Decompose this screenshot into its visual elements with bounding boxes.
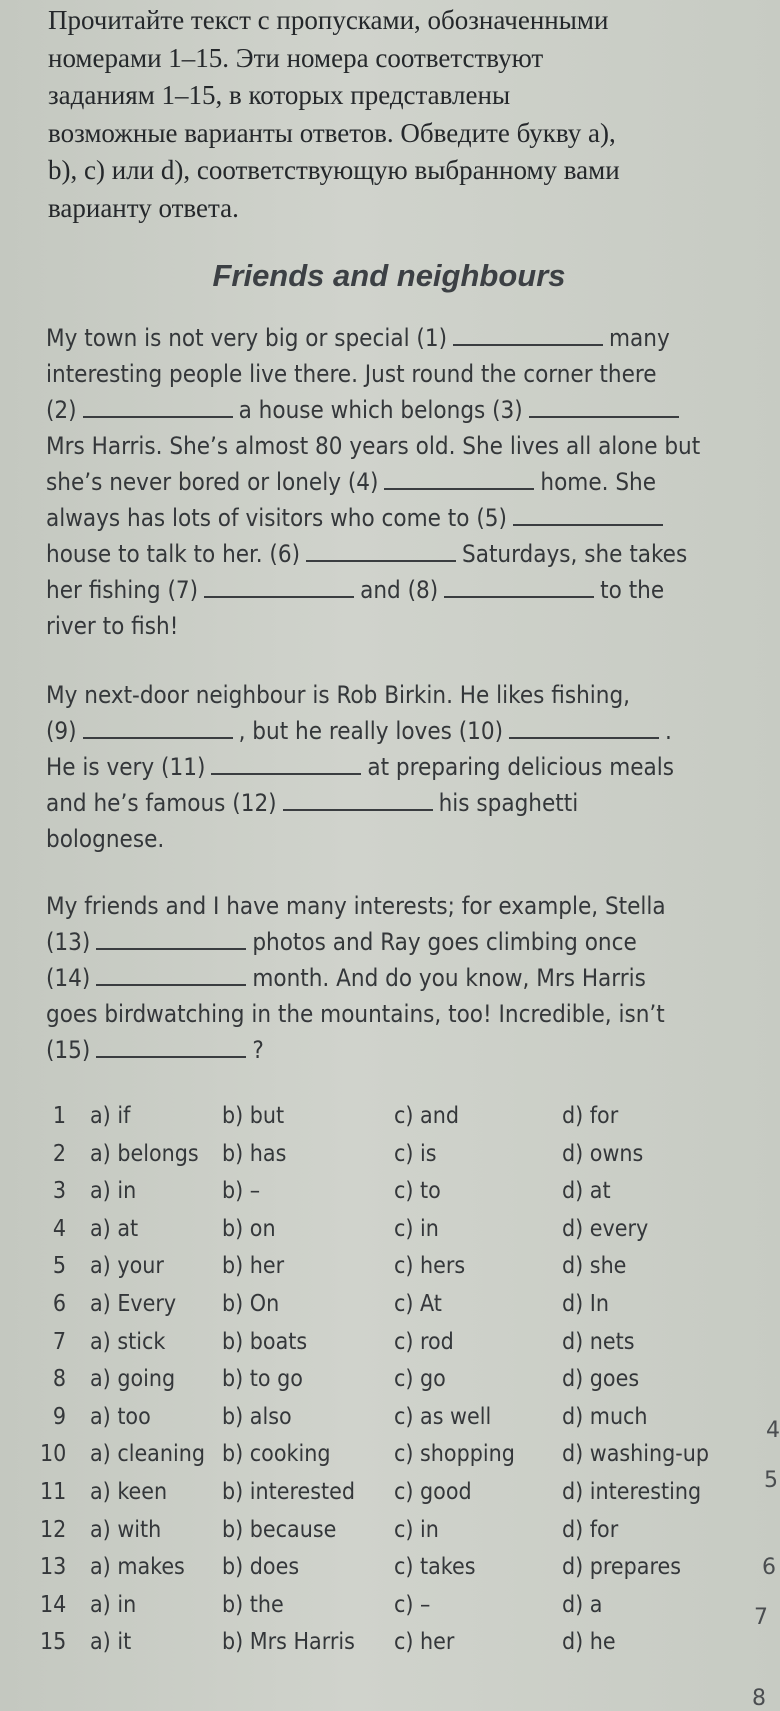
option-b[interactable]: b) her [222, 1253, 285, 1280]
option-row [40, 1291, 760, 1329]
option-row [40, 1441, 760, 1479]
text-line: (2) a house which belongs (3) [46, 392, 746, 428]
answer-gap-7[interactable] [204, 576, 354, 598]
answer-gap-10[interactable] [509, 717, 659, 739]
option-d[interactable]: d) In [562, 1290, 609, 1317]
paragraph-2 [46, 677, 746, 857]
option-a[interactable]: a) Every [90, 1290, 177, 1317]
text-line: interesting people live there. Just round the corner there [46, 360, 657, 388]
instruction-line: b), c) или d), соответствующую выбранному вами [48, 155, 620, 185]
option-b[interactable]: b) – [222, 1178, 261, 1205]
option-b[interactable]: b) but [222, 1103, 285, 1129]
text-line: her fishing (7) and (8) to the [46, 576, 665, 604]
option-a[interactable]: a) it [90, 1629, 132, 1656]
option-d[interactable]: d) nets [562, 1328, 635, 1355]
option-c[interactable]: c) is [394, 1140, 437, 1167]
paragraph-1 [46, 320, 746, 644]
option-d[interactable]: d) for [562, 1103, 619, 1129]
text-line: (13) photos and Ray goes climbing once [46, 928, 637, 956]
answer-gap-15[interactable] [96, 1036, 246, 1058]
option-b[interactable]: b) has [222, 1140, 287, 1167]
option-number: 15 [40, 1629, 67, 1656]
option-row [40, 1253, 760, 1291]
text-line: always has lots of visitors who come to (5) [46, 500, 746, 536]
answer-gap-12[interactable] [283, 789, 433, 811]
text-line: (14) month. And do you know, Mrs Harris [46, 964, 646, 992]
option-a[interactable]: a) at [90, 1215, 139, 1242]
option-b[interactable]: b) cooking [222, 1441, 331, 1468]
option-a[interactable]: a) with [90, 1516, 162, 1543]
answer-gap-1[interactable] [453, 324, 603, 346]
instruction-line: номерами 1–15. Эти номера соответствуют [48, 42, 544, 73]
task-instructions [48, 2, 748, 227]
option-number: 3 [52, 1178, 66, 1205]
option-d[interactable]: d) she [562, 1253, 627, 1280]
option-c[interactable]: c) shopping [394, 1441, 515, 1468]
option-a[interactable]: a) if [90, 1103, 131, 1129]
option-row [40, 1103, 760, 1141]
option-row [40, 1366, 760, 1404]
option-c[interactable]: c) At [394, 1290, 442, 1317]
text-line: My next-door neighbour is Rob Birkin. He likes fishing, [46, 681, 631, 709]
option-b[interactable]: b) On [222, 1290, 280, 1317]
option-number: 12 [40, 1516, 67, 1543]
option-c[interactable]: c) in [394, 1215, 439, 1242]
text-line: goes birdwatching in the mountains, too! Incredible, isn’t [46, 1000, 665, 1028]
option-a[interactable]: a) belongs [90, 1140, 199, 1167]
option-a[interactable]: a) going [90, 1366, 176, 1393]
option-a[interactable]: a) in [90, 1591, 137, 1618]
option-number: 14 [40, 1591, 67, 1618]
option-c[interactable]: c) rod [394, 1328, 454, 1355]
option-number: 11 [40, 1478, 67, 1505]
text-line: (15) ? [46, 1036, 264, 1064]
answer-options-table [40, 1103, 760, 1667]
answer-gap-9[interactable] [83, 717, 233, 739]
option-a[interactable]: a) makes [90, 1554, 185, 1581]
option-number: 4 [52, 1215, 66, 1242]
instruction-line: возможные варианты ответов. Обведите букву a), [48, 117, 616, 148]
option-number: 7 [52, 1328, 66, 1355]
option-b[interactable]: b) also [222, 1403, 292, 1430]
option-d[interactable]: d) every [562, 1215, 649, 1242]
answer-gap-5[interactable] [513, 504, 663, 526]
option-c[interactable]: c) good [394, 1478, 472, 1505]
option-a[interactable]: a) your [90, 1253, 164, 1280]
option-a[interactable]: a) stick [90, 1328, 166, 1355]
option-b[interactable]: b) on [222, 1215, 276, 1242]
edge-number: 5 [764, 1468, 778, 1493]
option-number: 2 [52, 1140, 66, 1167]
edge-number: 8 [752, 1686, 766, 1711]
option-d[interactable]: d) he [562, 1629, 616, 1656]
option-row [40, 1216, 760, 1254]
option-b[interactable]: b) boats [222, 1328, 308, 1355]
option-a[interactable]: a) keen [90, 1478, 168, 1505]
instruction-line: Прочитайте текст с пропусками, обозначенными [48, 5, 609, 35]
text-line: My friends and I have many interests; for example, Stella [46, 892, 666, 920]
option-row [40, 1178, 760, 1216]
text-line: river to fish! [46, 612, 179, 640]
text-line: He is very (11) at preparing delicious meals [46, 753, 675, 781]
option-b[interactable]: b) interested [222, 1478, 355, 1505]
text-title: Friends and neighbours [212, 258, 566, 293]
edge-number: 7 [754, 1605, 768, 1630]
option-b[interactable]: b) to go [222, 1366, 303, 1393]
option-number: 10 [40, 1441, 67, 1468]
text-line: Mrs Harris. She’s almost 80 years old. She lives all alone but [46, 432, 701, 460]
option-row [40, 1141, 760, 1179]
option-b[interactable]: b) the [222, 1591, 284, 1618]
option-d[interactable]: d) at [562, 1178, 611, 1205]
option-row [40, 1592, 760, 1630]
option-row [40, 1329, 760, 1367]
answer-gap-11[interactable] [211, 753, 361, 775]
answer-gap-8[interactable] [444, 576, 594, 598]
instruction-line: варианту ответа. [48, 192, 239, 223]
answer-gap-13[interactable] [96, 928, 246, 950]
edge-number: 6 [762, 1555, 776, 1580]
text-line: bolognese. [46, 825, 165, 853]
option-c[interactable]: c) – [394, 1591, 431, 1618]
text-line: (9) , but he really loves (10) . [46, 717, 672, 745]
option-d[interactable]: d) washing-up [562, 1441, 710, 1468]
option-d[interactable]: d) much [562, 1403, 648, 1430]
option-number: 13 [40, 1554, 67, 1581]
option-d[interactable]: d) for [562, 1516, 619, 1543]
option-c[interactable]: c) hers [394, 1253, 466, 1280]
option-b[interactable]: b) Mrs Harris [222, 1629, 355, 1656]
edge-number: 4 [766, 1418, 780, 1443]
option-row [40, 1629, 760, 1667]
option-d[interactable]: d) a [562, 1591, 603, 1618]
option-row [40, 1517, 760, 1555]
answer-gap-4[interactable] [384, 468, 534, 490]
option-row [40, 1404, 760, 1442]
text-line: house to talk to her. (6) Saturdays, she takes [46, 540, 688, 568]
option-number: 1 [52, 1103, 66, 1129]
option-c[interactable]: c) and [394, 1103, 459, 1129]
option-c[interactable]: c) as well [394, 1403, 492, 1430]
option-a[interactable]: a) in [90, 1178, 137, 1205]
option-c[interactable]: c) in [394, 1516, 439, 1543]
option-b[interactable]: b) because [222, 1516, 337, 1543]
option-number: 8 [52, 1366, 66, 1393]
instruction-line: заданиям 1–15, в которых представлены [48, 80, 511, 110]
answer-gap-14[interactable] [96, 964, 246, 986]
option-d[interactable]: d) interesting [562, 1478, 702, 1505]
answer-gap-3[interactable] [529, 396, 679, 418]
text-line: My town is not very big or special (1) many [46, 324, 670, 352]
option-c[interactable]: c) takes [394, 1554, 476, 1581]
option-d[interactable]: d) goes [562, 1366, 640, 1393]
option-c[interactable]: c) her [394, 1629, 455, 1656]
option-number: 9 [52, 1403, 66, 1430]
option-row [40, 1479, 760, 1517]
option-d[interactable]: d) owns [562, 1140, 644, 1167]
paragraph-3 [46, 888, 746, 1068]
option-b[interactable]: b) does [222, 1554, 300, 1581]
option-d[interactable]: d) prepares [562, 1554, 681, 1581]
text-line: she’s never bored or lonely (4) home. She [46, 468, 657, 496]
option-number: 5 [52, 1253, 66, 1280]
option-number: 6 [52, 1290, 66, 1317]
answer-gap-2[interactable] [83, 396, 233, 418]
text-line: and he’s famous (12) his spaghetti [46, 789, 579, 817]
option-a[interactable]: a) too [90, 1403, 151, 1430]
option-c[interactable]: c) go [394, 1366, 446, 1393]
option-a[interactable]: a) cleaning [90, 1441, 205, 1468]
option-c[interactable]: c) to [394, 1178, 441, 1205]
option-row [40, 1554, 760, 1592]
answer-gap-6[interactable] [306, 540, 456, 562]
